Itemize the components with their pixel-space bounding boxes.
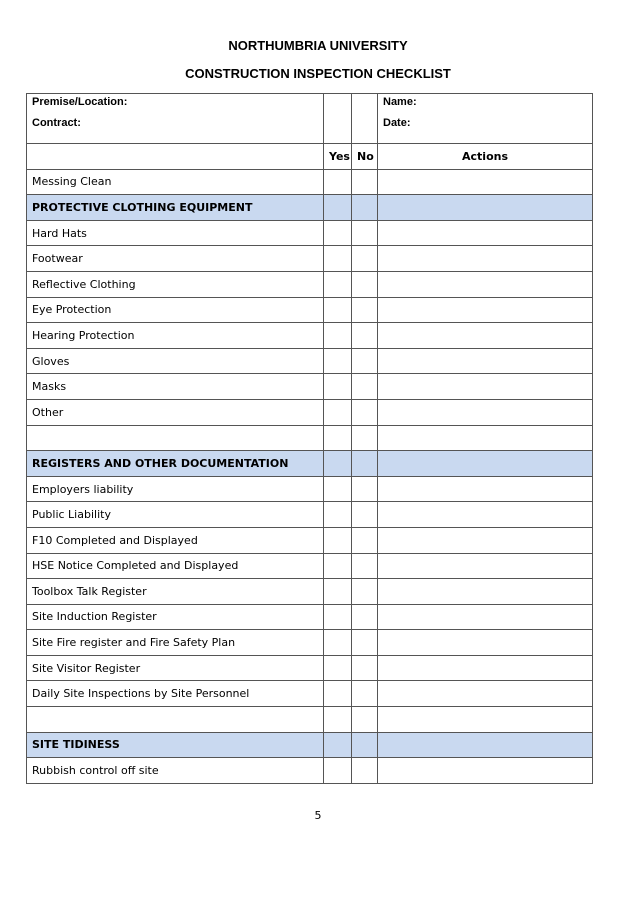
checklist-row (27, 374, 593, 400)
actions-cell[interactable] (378, 323, 593, 349)
yes-checkbox-cell[interactable] (324, 323, 352, 349)
no-checkbox-cell[interactable] (352, 374, 378, 400)
page-number: 5 (314, 809, 322, 822)
checklist-row (27, 655, 593, 681)
no-checkbox-cell[interactable] (352, 348, 378, 374)
no-checkbox-cell[interactable] (352, 271, 378, 297)
date-label: Date: (383, 117, 411, 129)
checklist-row (27, 476, 593, 502)
actions-cell[interactable] (378, 476, 593, 502)
actions-cell[interactable] (378, 220, 593, 246)
no-checkbox-cell[interactable] (352, 323, 378, 349)
yes-checkbox-cell[interactable] (324, 348, 352, 374)
actions-cell[interactable] (378, 758, 593, 784)
item-label: Site Fire register and Fire Safety Plan (27, 630, 324, 656)
yes-checkbox-cell[interactable] (324, 758, 352, 784)
checklist-row (27, 271, 593, 297)
no-checkbox-cell[interactable] (352, 425, 378, 451)
yes-checkbox-cell[interactable] (324, 553, 352, 579)
no-checkbox-cell (352, 451, 378, 477)
column-header-row (27, 144, 593, 170)
checklist-row (27, 707, 593, 733)
yes-checkbox-cell[interactable] (324, 579, 352, 605)
yes-checkbox-cell[interactable] (324, 630, 352, 656)
actions-cell[interactable] (378, 246, 593, 272)
actions-cell[interactable] (378, 655, 593, 681)
yes-checkbox-cell[interactable] (324, 399, 352, 425)
yes-checkbox-cell[interactable] (324, 246, 352, 272)
column-header-yes: Yes (324, 144, 352, 170)
item-label: Hard Hats (27, 220, 324, 246)
yes-checkbox-cell[interactable] (324, 220, 352, 246)
item-label: HSE Notice Completed and Displayed (27, 553, 324, 579)
item-label: Messing Clean (27, 169, 324, 195)
no-checkbox-cell[interactable] (352, 220, 378, 246)
column-header-actions: Actions (378, 144, 593, 170)
section-header-row (27, 732, 593, 758)
checklist-title: CONSTRUCTION INSPECTION CHECKLIST (185, 66, 451, 81)
no-checkbox-cell[interactable] (352, 502, 378, 528)
item-label (27, 425, 324, 451)
no-checkbox-cell[interactable] (352, 527, 378, 553)
item-label: Other (27, 399, 324, 425)
actions-cell[interactable] (378, 399, 593, 425)
no-checkbox-cell[interactable] (352, 758, 378, 784)
checklist-row (27, 527, 593, 553)
no-checkbox-cell[interactable] (352, 681, 378, 707)
section-header-row (27, 195, 593, 221)
yes-checkbox-cell[interactable] (324, 297, 352, 323)
no-checkbox-cell[interactable] (352, 476, 378, 502)
no-checkbox-cell[interactable] (352, 630, 378, 656)
checklist-row (27, 553, 593, 579)
actions-cell[interactable] (378, 553, 593, 579)
checklist-row (27, 502, 593, 528)
checklist-row (27, 604, 593, 630)
column-header-item (27, 144, 324, 170)
name-label: Name: (383, 96, 417, 108)
yes-checkbox-cell[interactable] (324, 681, 352, 707)
yes-checkbox-cell (324, 195, 352, 221)
actions-cell[interactable] (378, 502, 593, 528)
checklist-row (27, 681, 593, 707)
checklist-row (27, 399, 593, 425)
actions-cell (378, 451, 593, 477)
item-label: PROTECTIVE CLOTHING EQUIPMENT (27, 195, 324, 221)
item-label: Reflective Clothing (27, 271, 324, 297)
checklist-row (27, 246, 593, 272)
no-checkbox-cell[interactable] (352, 707, 378, 733)
item-label: Eye Protection (27, 297, 324, 323)
no-checkbox-cell[interactable] (352, 297, 378, 323)
item-label: Rubbish control off site (27, 758, 324, 784)
item-label: Daily Site Inspections by Site Personnel (27, 681, 324, 707)
no-checkbox-cell[interactable] (352, 604, 378, 630)
form-header-row (27, 94, 593, 144)
yes-checkbox-cell[interactable] (324, 604, 352, 630)
actions-cell (378, 732, 593, 758)
item-label: Public Liability (27, 502, 324, 528)
section-header-row (27, 451, 593, 477)
item-label: Hearing Protection (27, 323, 324, 349)
actions-cell[interactable] (378, 374, 593, 400)
no-checkbox-cell[interactable] (352, 169, 378, 195)
column-header-no: No (352, 144, 378, 170)
actions-cell[interactable] (378, 630, 593, 656)
yes-checkbox-cell[interactable] (324, 425, 352, 451)
actions-cell[interactable] (378, 169, 593, 195)
no-checkbox-cell (352, 195, 378, 221)
yes-checkbox-cell[interactable] (324, 502, 352, 528)
item-label: Site Visitor Register (27, 655, 324, 681)
no-checkbox-cell[interactable] (352, 655, 378, 681)
yes-checkbox-cell[interactable] (324, 476, 352, 502)
actions-cell[interactable] (378, 527, 593, 553)
checklist-row (27, 758, 593, 784)
item-label (27, 707, 324, 733)
yes-checkbox-cell[interactable] (324, 374, 352, 400)
item-label: Site Induction Register (27, 604, 324, 630)
yes-checkbox-cell[interactable] (324, 707, 352, 733)
item-label: Toolbox Talk Register (27, 579, 324, 605)
header-blank-no (352, 94, 378, 144)
no-checkbox-cell[interactable] (352, 579, 378, 605)
checklist-row (27, 169, 593, 195)
yes-checkbox-cell[interactable] (324, 271, 352, 297)
actions-cell[interactable] (378, 425, 593, 451)
actions-cell[interactable] (378, 579, 593, 605)
no-checkbox-cell[interactable] (352, 246, 378, 272)
actions-cell[interactable] (378, 707, 593, 733)
actions-cell[interactable] (378, 348, 593, 374)
checklist-row (27, 297, 593, 323)
actions-cell[interactable] (378, 271, 593, 297)
item-label: Employers liability (27, 476, 324, 502)
item-label: Gloves (27, 348, 324, 374)
yes-checkbox-cell (324, 732, 352, 758)
item-label: Footwear (27, 246, 324, 272)
item-label: F10 Completed and Displayed (27, 527, 324, 553)
actions-cell[interactable] (378, 681, 593, 707)
university-title: NORTHUMBRIA UNIVERSITY (228, 38, 408, 53)
item-label: Masks (27, 374, 324, 400)
no-checkbox-cell[interactable] (352, 553, 378, 579)
checklist-row (27, 579, 593, 605)
actions-cell[interactable] (378, 297, 593, 323)
actions-cell[interactable] (378, 604, 593, 630)
checklist-row (27, 630, 593, 656)
contract-label: Contract: (32, 117, 81, 129)
yes-checkbox-cell[interactable] (324, 655, 352, 681)
no-checkbox-cell (352, 732, 378, 758)
header-blank-yes (324, 94, 352, 144)
name-date-cell[interactable] (378, 94, 593, 144)
checklist-row (27, 348, 593, 374)
checklist-row (27, 425, 593, 451)
item-label: SITE TIDINESS (27, 732, 324, 758)
no-checkbox-cell[interactable] (352, 399, 378, 425)
inspection-checklist-table (26, 93, 593, 784)
checklist-row (27, 220, 593, 246)
yes-checkbox-cell[interactable] (324, 527, 352, 553)
premise-contract-cell[interactable] (27, 94, 324, 144)
actions-cell (378, 195, 593, 221)
yes-checkbox-cell (324, 451, 352, 477)
checklist-row (27, 323, 593, 349)
yes-checkbox-cell[interactable] (324, 169, 352, 195)
premise-label: Premise/Location: (32, 96, 128, 108)
item-label: REGISTERS AND OTHER DOCUMENTATION (27, 451, 324, 477)
